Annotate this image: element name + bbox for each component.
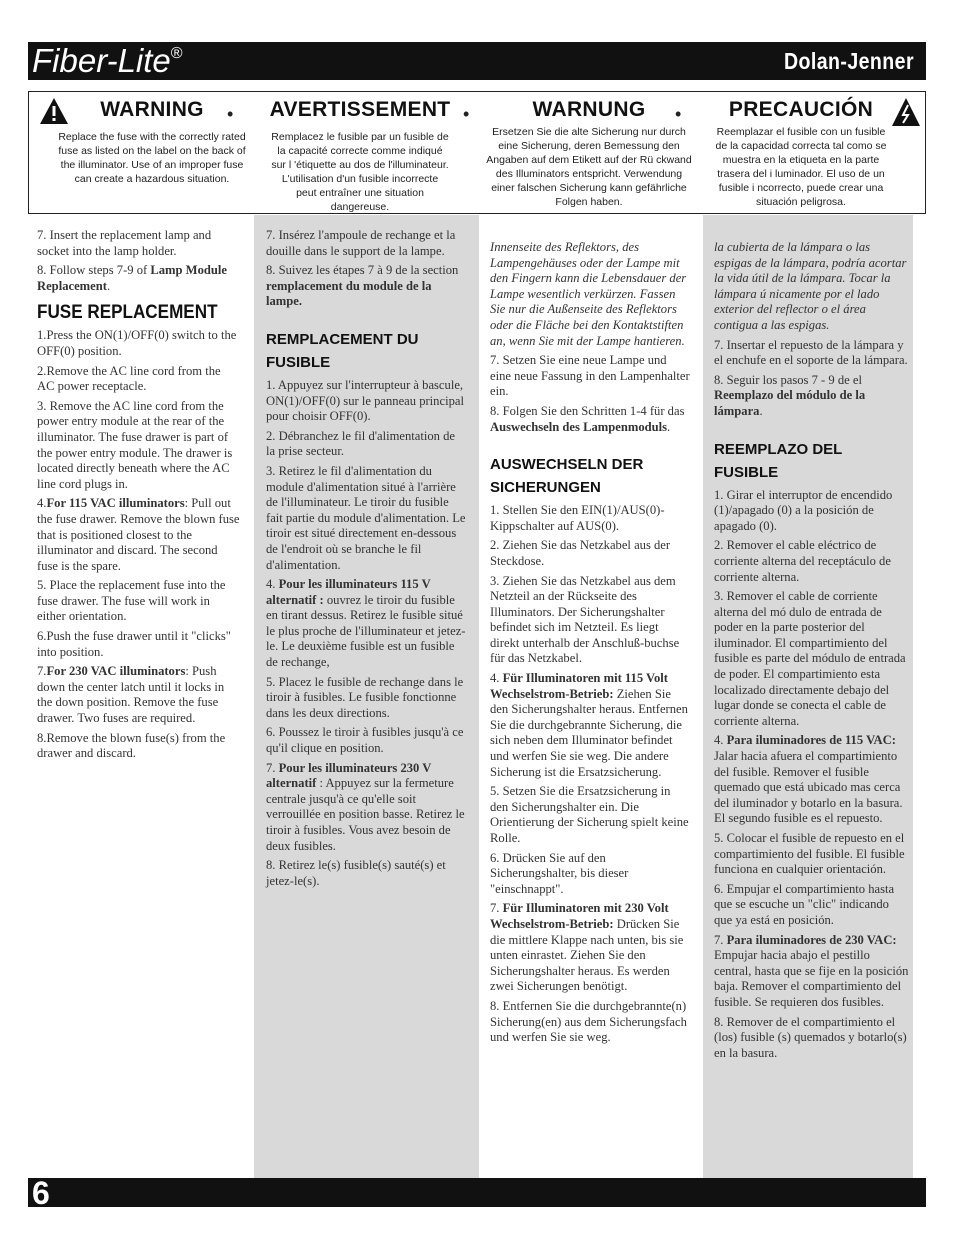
step-text: 1.Press the ON(1)/OFF(0) switch to the OFF(0) position. [37, 328, 237, 358]
step-text: 7. Insert the replacement lamp and socket into the lamp holder. [37, 228, 212, 258]
step-text: 4. Para iluminadores de 115 VAC: Jalar hacia afuera el compartimiento del fusible. Remover el fusible quemado que está ubicado mas cerca del iluminador y botarlo en la basura. El segundo fusible es el repuesto. [714, 733, 903, 826]
maker-logo: Dolan-Jenner [783, 48, 914, 74]
registered-mark: ® [170, 45, 183, 62]
warning-text: Ersetzen Sie die alte Sicherung nur durch eine Sicherung, deren Bemessung den Angaben auf dem Etikett auf der Rü ckwand des Illuminators entspricht. Verwendung einer falschen Sicherung kann gefährliche Folgen haben. [486, 126, 692, 208]
step-text: 8. Remover de el compartimiento el (los) fusible (s) quemados y botarlo(s) en la basura. [714, 1014, 907, 1060]
warning-text: Remplacez le fusible par un fusible de la capacité correcte comme indiqué sur l 'étiquette au dos de l'illuminateur. L'utilisation d'un fusible incorrecte peut entraîner une situation dangereuse. [271, 131, 449, 213]
step-text: 8. Follow steps 7-9 of Lamp Module Replacement. [37, 263, 227, 293]
column-german [490, 228, 690, 1050]
step-text: 8. Seguir los pasos 7 - 9 de el Reemplazo del módulo de la lámpara. [714, 372, 866, 418]
step-text: 5. Setzen Sie die Ersatzsicherung in den Sicherungshalter ein. Die Orientierung der Sicherung spielt keine Rolle. [490, 784, 689, 845]
step-text: 8. Entfernen Sie die durchgebrannte(n) Sicherung(en) aus dem Sicherungsfach und werfen Sie sie weg. [490, 998, 687, 1045]
step-text: 3. Retirez le fil d'alimentation du module d'alimentation situé à l'arrière de l'illuminateur. Le tiroir du fusible fait partie du module d'alimentation. Le tiroir est situé directement en-dessous de l'endroit où se branche le fil d'alimentation. [266, 463, 466, 572]
separator-dot: • [675, 104, 682, 124]
warning-box [28, 91, 926, 214]
warning-fr [251, 98, 469, 214]
step-text: 7. Pour les illuminateurs 230 V alternatif : Appuyez sur la fermeture centrale jusqu'à ce qu'elle soit verrouillée en position basse. Retirez le tiroir à fusibles. Vous avez besoin de deux fusibles. [266, 760, 465, 853]
step-text: 1. Stellen Sie den EIN(1)/AUS(0)-Kippschalter auf AUS(0). [490, 503, 665, 533]
step-text: 6.Push the fuse drawer until it "clicks" into position. [37, 629, 231, 659]
page-number: 6 [32, 1175, 50, 1211]
step-text: 8. Folgen Sie den Schritten 1-4 für das Auswechseln des Lampenmoduls. [490, 403, 685, 434]
section-heading: REMPLACEMENT DU FUSIBLE [266, 330, 419, 371]
step-text: 7. Für Illuminatoren mit 230 Volt Wechselstrom-Betrieb: Drücken Sie die mittlere Klappe nach unten, bis sie unten einrastet. Ziehen Sie den Sicherungshalter heraus. Es werden zwei Sicherungen benötigt. [490, 901, 684, 994]
warning-title: AVERTISSEMENT [269, 98, 451, 121]
step-text: 4. Pour les illuminateurs 115 V alternatif : ouvrez le tiroir du fusible en tirant dessus. Retirez le fusible situé le plus proche de l'illuminateur et jetez-le. Le deuxième fusible est un fusible de rechange, [266, 577, 466, 670]
step-text: 7. Insertar el repuesto de la lámpara y el enchufe en el soporte de la lámpara. [714, 337, 908, 368]
caution-text: Innenseite des Reflektors, des Lampengehäuses oder der Lampe mit den Fingern kann die Lebensdauer der Lampe wesentlich verkürzen. Fassen Sie nur die Außenseite des Reflektors oder die Fläche bei den Kontaktstiften an, wenn Sie mit der Lampe hantieren. [490, 240, 687, 348]
warning-text: Replace the fuse with the correctly rated fuse as listed on the label on the back of the illuminator. Use of an improper fuse can create a hazardous situation. [58, 131, 246, 185]
column-spanish [714, 228, 910, 1065]
step-text: 3. Remover el cable de corriente alterna del mó dulo de entrada de poder en la parte posterior del iluminador. El compartimiento del fusible es parte del módulo de entrada de poder. El compartimiento esta localizado directamente debajo del lugar donde se conecta el cable de corriente alterna. [714, 589, 906, 728]
warning-title: WARNING [100, 98, 204, 121]
step-text: 7. Para iluminadores de 230 VAC: Empujar hacia abajo el pestillo central, hasta que se fije en la posición baja. Remover el compartimiento del fusible. Se requieren dos fusibles. [714, 932, 909, 1009]
step-text: 6. Empujar el compartimiento hasta que se escuche un "clic" indicando que ya está en posición. [714, 881, 895, 927]
step-text: 5. Place the replacement fuse into the fuse drawer. The fuse will work in either orientation. [37, 578, 226, 624]
step-text: 3. Ziehen Sie das Netzkabel aus dem Netzteil an der Rückseite des Illuminators. Der Sicherungshalter befindet sich im Netzteil. Es liegt direkt unterhalb der Anschluß-buchse für das Netzkabel. [490, 573, 680, 666]
step-text: 7. Insérez l'ampoule de rechange et la douille dans le support de la lampe. [266, 228, 456, 258]
step-text: 2.Remove the AC line cord from the AC power receptacle. [37, 363, 221, 394]
step-text: 4. Für Illuminatoren mit 115 Volt Wechselstrom-Betrieb: Ziehen Sie den Sicherungshalter heraus. Entfernen Sie die durchgebrannte Sicherung, die sich neben dem Illuminator befindet und werfen Sie sie weg. Die andere Sicherung ist die Ersatzsicherung. [490, 671, 688, 779]
column-french [266, 228, 466, 893]
warning-de [485, 98, 693, 209]
step-text: 2. Remover el cable eléctrico de corriente alterna del receptáculo de corriente alterna. [714, 538, 891, 584]
warning-en [57, 98, 247, 186]
warning-title: WARNUNG [532, 98, 646, 121]
step-text: 2. Ziehen Sie das Netzkabel aus der Steckdose. [490, 538, 671, 568]
warning-text: Reemplazar el fusible con un fusible de la capacidad correcta tal como se muestra en la etiqueta en la parte trasera del i luminador. El uso de un fusible i ncorrecto, puede crear una situación peligrosa. [715, 126, 887, 208]
brand-name: Fiber-Lite [32, 42, 171, 79]
step-text: 5. Placez le fusible de rechange dans le tiroir à fusibles. Le fusible fonctionne dans les deux directions. [266, 674, 464, 720]
step-text: 2. Débranchez le fil d'alimentation de la prise secteur. [266, 428, 455, 459]
step-text: 1. Appuyez sur l'interrupteur à bascule, ON(1)/OFF(0) sur le panneau principal pour choisir OFF(0). [266, 377, 464, 424]
step-text: 4.For 115 VAC illuminators: Pull out the fuse drawer. Remove the blown fuse that is positioned closest to the illuminator and discard. The second fuse is the spare. [37, 496, 240, 573]
caution-text: la cubierta de la lámpara o las espigas de la lámpara, podría acortar la vida útil de la lámpara. Tocar la lámpara ú nicamente por el lado exterior del reflector o el área contigua a las espigas. [714, 240, 907, 332]
warning-es [697, 98, 905, 209]
step-text: 1. Girar el interruptor de encendido (1)/apagado (0) a la posición de apagado (0). [714, 487, 893, 533]
step-text: 7.For 230 VAC illuminators: Push down the center latch until it locks in the down position. Remove the fuse drawer. Two fuses are required. [37, 664, 225, 726]
step-text: 3. Remove the AC line cord from the power entry module at the rear of the illuminator. The fuse drawer is part of the power entry module. The drawer is located directly beneath where the AC line cord plugs in. [37, 398, 233, 491]
separator-dot: • [227, 104, 234, 124]
electric-shock-icon [891, 97, 921, 127]
brand-title [32, 42, 183, 80]
section-heading: FUSE REPLACEMENT [37, 302, 218, 324]
step-text: 5. Colocar el fusible de repuesto en el compartimiento del fusible. El fusible funciona en cualquier orientación. [714, 831, 905, 877]
section-heading: AUSWECHSELN DER SICHERUNGEN [490, 456, 644, 497]
warning-title: PRECAUCIÓN [728, 98, 874, 121]
step-text: 6. Drücken Sie auf den Sicherungshalter, bis dieser "einschnappt". [490, 850, 629, 896]
step-text: 7. Setzen Sie eine neue Lampe und eine neue Fassung in den Lampenhalter ein. [490, 353, 690, 399]
step-text: 8. Suivez les étapes 7 à 9 de la section remplacement du module de la lampe. [266, 263, 459, 309]
footer-bar [28, 1175, 926, 1211]
column-english [37, 228, 240, 766]
step-text: 8. Retirez le(s) fusible(s) sauté(s) et jetez-le(s). [266, 858, 446, 888]
step-text: 8.Remove the blown fuse(s) from the drawer and discard. [37, 730, 226, 761]
separator-dot: • [463, 104, 470, 124]
header-bar [28, 42, 926, 80]
section-heading: REEMPLAZO DEL FUSIBLE [714, 440, 843, 481]
step-text: 6. Poussez le tiroir à fusibles jusqu'à ce qu'il clique en position. [266, 725, 464, 756]
